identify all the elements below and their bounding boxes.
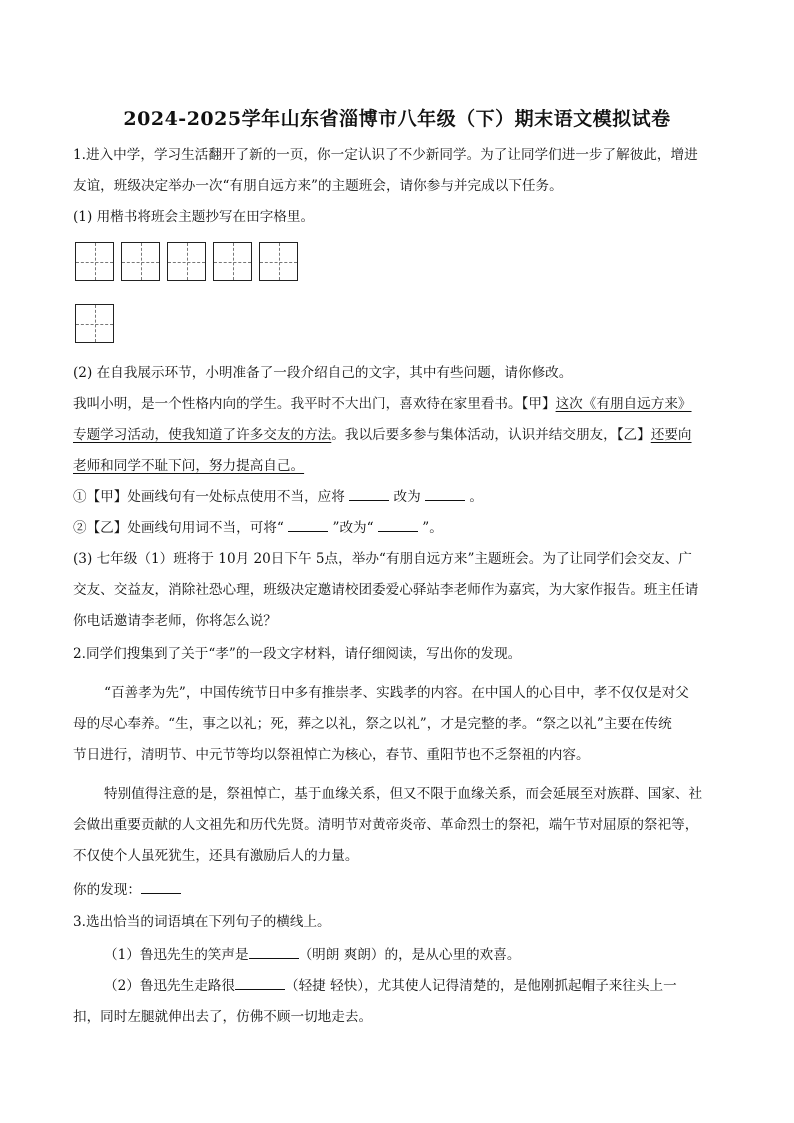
q3-s2 bbox=[104, 976, 754, 996]
tianzige-cell[interactable] bbox=[259, 242, 298, 281]
tianzige-cell[interactable] bbox=[121, 242, 160, 281]
q1-part3-line-1: (3) 七年级（1）班将于 10月 20日下午 5点，举办“有朋自远方来”主题班会。为了让同学们会交友、广 bbox=[73, 551, 692, 567]
sub2-text-3: ”。 bbox=[422, 520, 443, 536]
finding-label: 你的发现： bbox=[73, 882, 141, 898]
q1-intro-line-1: 1.进入中学，学习生活翻开了新的一页，你一定认识了不少新同学。为了让同学们进一步了解彼此，增进 bbox=[73, 147, 698, 163]
answer-blank[interactable] bbox=[141, 881, 181, 894]
answer-blank[interactable] bbox=[288, 519, 328, 532]
q1-part3-line-2: 交友、交益友，消除社恐心理，班级决定邀请校团委爱心驿站李老师作为嘉宾，为大家作报告。班主任请 bbox=[73, 582, 699, 598]
sub1-text: ①【甲】处画线句有一处标点使用不当，应将 bbox=[73, 489, 345, 505]
q1-intro-line-2: 友谊，班级决定举办一次“有朋自远方来”的主题班会，请你参与并完成以下任务。 bbox=[73, 178, 563, 194]
s2-options: （轻捷 轻快），尤其使人记得清楚的，是他刚抓起帽子来往头上一 bbox=[285, 978, 677, 994]
underlined-sentence-yi: 还要向 bbox=[650, 427, 692, 443]
sub2-text-2: ”改为“ bbox=[332, 520, 374, 536]
s1-options: （明朗 爽朗）的，是从心里的欢喜。 bbox=[298, 947, 521, 963]
answer-blank[interactable] bbox=[235, 977, 285, 990]
s2-text: （2）鲁迅先生走路很 bbox=[104, 978, 235, 994]
s1-text: （1）鲁迅先生的笑声是 bbox=[104, 947, 249, 963]
q2-p2-line-1: 特别值得注意的是，祭祖悼亡，基于血缘关系，但又不限于血缘关系，而会延展至对族群、国家、社 bbox=[104, 786, 703, 802]
tianzige-cell[interactable] bbox=[213, 242, 252, 281]
tianzige-cell[interactable] bbox=[75, 304, 114, 343]
tianzige-cell[interactable] bbox=[75, 242, 114, 281]
q2-p2-line-3: 不仅使个人虽死犹生，还具有激励后人的力量。 bbox=[73, 848, 359, 864]
q1-part3-line-3: 你电话邀请李老师，你将怎么说？ bbox=[73, 613, 277, 629]
q3-prompt: 3.选出恰当的词语填在下列句子的横线上。 bbox=[73, 914, 331, 930]
sub1-text-3: 。 bbox=[469, 489, 483, 505]
underlined-sentence-yi-cont: 老师和同学不耻下问，努力提高自己。 bbox=[73, 458, 305, 474]
answer-blank[interactable] bbox=[425, 488, 465, 501]
q1-sub2 bbox=[73, 518, 723, 538]
q2-p1-line-1: “百善孝为先”，中国传统节日中多有推崇孝、实践孝的内容。在中国人的心目中，孝不仅仅是对父 bbox=[104, 685, 689, 701]
q1-paragraph-line-3 bbox=[73, 456, 723, 476]
underlined-sentence-jia: 这次《有朋自远方来》 bbox=[555, 396, 692, 412]
q2-p2-line-2: 会做出重要贡献的人文祖先和历代先贤。清明节对黄帝炎帝、革命烈士的祭祀，端午节对屈原的祭祀等， bbox=[73, 817, 699, 833]
sub2-text: ②【乙】处画线句用词不当，可将“ bbox=[73, 520, 284, 536]
mark-jia: 【甲】 bbox=[521, 396, 556, 412]
answer-blank[interactable] bbox=[378, 519, 418, 532]
q1-paragraph-line-1 bbox=[73, 394, 723, 414]
q2-p1-line-3: 节日进行，清明节、中元节等均以祭祖悼亡为核心，春节、重阳节也不乏祭祖的内容。 bbox=[73, 747, 590, 763]
q2-finding bbox=[73, 880, 723, 900]
q3-s1 bbox=[104, 945, 754, 965]
tianzige-cell[interactable] bbox=[167, 242, 206, 281]
underlined-sentence-jia-cont: 专题学习活动，使我知道了许多交友的方法 bbox=[73, 427, 332, 443]
q1-paragraph-line-2 bbox=[73, 425, 723, 445]
q2-p1-line-2: 母的尽心奉养。“生，事之以礼；死，葬之以礼，祭之以礼”，才是完整的孝。“祭之以礼”主要在传统 bbox=[73, 716, 672, 732]
sub1-text-2: 改为 bbox=[393, 489, 421, 505]
q2-prompt: 2.同学们搜集到了关于“孝”的一段文字材料，请仔细阅读，写出你的发现。 bbox=[73, 646, 522, 662]
q1-part1: (1) 用楷书将班会主题抄写在田字格里。 bbox=[73, 209, 315, 225]
answer-blank[interactable] bbox=[249, 946, 299, 959]
q3-s2-line-2: 扣，同时左腿就伸出去了，仿佛不顾一切地走去。 bbox=[73, 1009, 373, 1025]
exam-title: 2024-2025学年山东省淄博市八年级（下）期末语文模拟试卷 bbox=[123, 108, 671, 130]
mark-yi: 【乙】 bbox=[616, 427, 651, 443]
q1-sub1 bbox=[73, 487, 723, 507]
answer-blank[interactable] bbox=[349, 488, 389, 501]
paragraph-text: 。我以后要多参与集体活动，认识并结交朋友， bbox=[331, 427, 617, 443]
paragraph-text: 我叫小明，是一个性格内向的学生。我平时不大出门，喜欢待在家里看书。 bbox=[73, 396, 522, 412]
q1-part2: (2) 在自我展示环节，小明准备了一段介绍自己的文字，其中有些问题，请你修改。 bbox=[73, 365, 573, 381]
